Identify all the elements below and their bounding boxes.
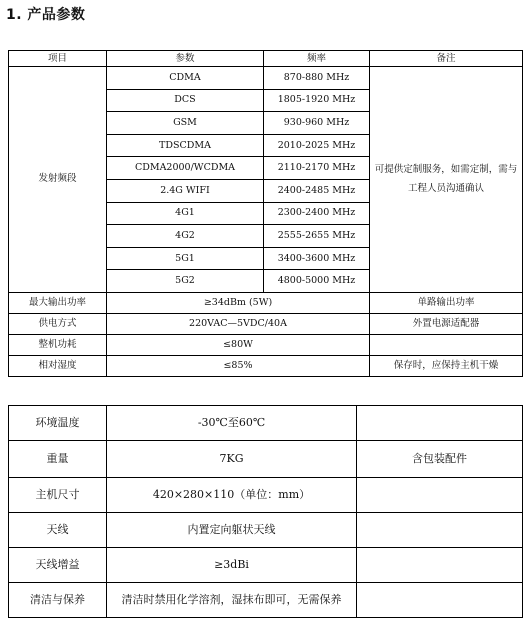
header-cell: 项目 [9, 51, 107, 67]
table-row [9, 583, 523, 618]
band-frequency: 3400-3600 MHz [264, 247, 370, 270]
band-param: 4G1 [107, 202, 264, 225]
band-param: DCS [107, 89, 264, 112]
band-frequency: 1805-1920 MHz [264, 89, 370, 112]
row-note [357, 406, 523, 441]
header-cell: 备注 [370, 51, 523, 67]
table-row [9, 334, 523, 355]
row-value: ≤85% [107, 355, 370, 376]
band-param: 5G1 [107, 247, 264, 270]
table-row [9, 548, 523, 583]
row-note [357, 548, 523, 583]
row-note [357, 478, 523, 513]
row-label: 主机尺寸 [9, 478, 107, 513]
row-value: 220VAC—5VDC/40A [107, 313, 370, 334]
row-value: 7KG [107, 441, 357, 478]
row-note [357, 513, 523, 548]
row-label: 整机功耗 [9, 334, 107, 355]
row-note: 单路输出功率 [370, 292, 523, 313]
row-note [370, 334, 523, 355]
row-value: ≥34dBm (5W) [107, 292, 370, 313]
row-note: 外置电源适配器 [370, 313, 523, 334]
band-param: CDMA2000/WCDMA [107, 157, 264, 180]
band-param: 2.4G WIFI [107, 179, 264, 202]
band-frequency: 2300-2400 MHz [264, 202, 370, 225]
row-note: 含包装配件 [357, 441, 523, 478]
row-value: ≤80W [107, 334, 370, 355]
band-note: 可提供定制服务，如需定制，需与工程人员沟通确认 [370, 67, 523, 293]
table-row [9, 313, 523, 334]
table-row [9, 406, 523, 441]
band-param: GSM [107, 112, 264, 135]
band-frequency: 930-960 MHz [264, 112, 370, 135]
table-header-row [9, 51, 523, 67]
row-label: 重量 [9, 441, 107, 478]
row-note: 保存时，应保持主机干燥 [370, 355, 523, 376]
row-value: 内置定向躯状天线 [107, 513, 357, 548]
header-cell: 频率 [264, 51, 370, 67]
header-cell: 参数 [107, 51, 264, 67]
table-row [9, 478, 523, 513]
row-label: 相对湿度 [9, 355, 107, 376]
row-label: 天线增益 [9, 548, 107, 583]
row-label: 环境温度 [9, 406, 107, 441]
band-param: 4G2 [107, 225, 264, 248]
row-note [357, 583, 523, 618]
table-row [9, 67, 523, 90]
row-value: 420×280×110（单位：mm） [107, 478, 357, 513]
table-row [9, 441, 523, 478]
table-row [9, 513, 523, 548]
row-label: 清洁与保养 [9, 583, 107, 618]
emission-band-label: 发射频段 [9, 67, 107, 293]
band-frequency: 4800-5000 MHz [264, 270, 370, 293]
band-param: TDSCDMA [107, 134, 264, 157]
row-value: -30℃至60℃ [107, 406, 357, 441]
row-label: 天线 [9, 513, 107, 548]
band-frequency: 2010-2025 MHz [264, 134, 370, 157]
row-label: 最大输出功率 [9, 292, 107, 313]
band-param: CDMA [107, 67, 264, 90]
band-frequency: 2400-2485 MHz [264, 179, 370, 202]
band-frequency: 2555-2655 MHz [264, 225, 370, 248]
section-heading: 1. 产品参数 [6, 7, 86, 23]
table-row [9, 292, 523, 313]
band-param: 5G2 [107, 270, 264, 293]
row-value: ≥3dBi [107, 548, 357, 583]
product-specs-table [8, 405, 523, 618]
band-frequency: 2110-2170 MHz [264, 157, 370, 180]
row-value: 清洁时禁用化学溶剂，湿抹布即可，无需保养 [107, 583, 357, 618]
product-params-table [8, 50, 523, 377]
band-frequency: 870-880 MHz [264, 67, 370, 90]
row-label: 供电方式 [9, 313, 107, 334]
table-row [9, 355, 523, 376]
